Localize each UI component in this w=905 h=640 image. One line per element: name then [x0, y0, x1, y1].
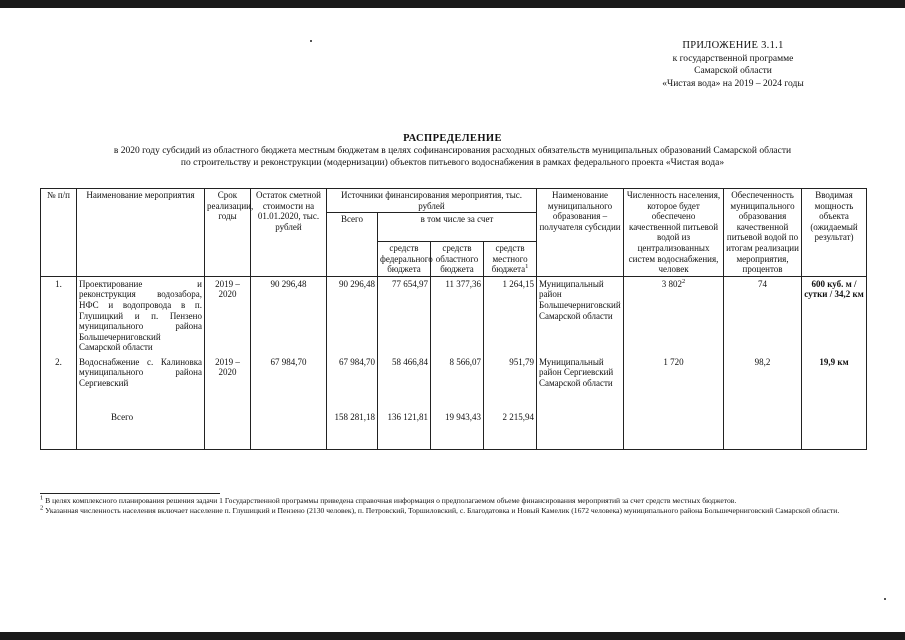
cell-federal: 58 466,84	[378, 356, 431, 404]
distribution-table	[40, 188, 867, 450]
footnote-ref: 1	[525, 263, 529, 271]
footnote-ref: 2	[682, 277, 686, 285]
footnote-text: Указанная численность населения включает население п. Глушицкий и Пензено (2130 человек), п. Петровский, Торшиловский, с. Благодатовка и Новый Камелик (1672 человека) муниципального района Большечерниговский Самарской области.	[45, 505, 840, 515]
cell-capacity: 19,9 км	[802, 356, 867, 404]
cell-empty	[624, 404, 724, 450]
header-total: Всего	[327, 213, 378, 277]
header-local	[484, 241, 537, 276]
totals-total: 158 281,18	[327, 404, 378, 450]
footnote-mark: 1	[40, 494, 44, 502]
totals-local: 2 215,94	[484, 404, 537, 450]
totals-label: Всего	[77, 404, 205, 450]
footnotes	[40, 493, 870, 515]
footnote	[40, 506, 870, 516]
cell-regional: 11 377,36	[431, 276, 484, 356]
cell-num: 2.	[41, 356, 77, 404]
cell-name: Водоснабжение с. Калиновка муниципального района Сергиевский	[77, 356, 205, 404]
header-remainder: Остаток сметной стоимости на 01.01.2020, тыс. рублей	[251, 189, 327, 277]
header-regional: средств областного бюджета	[431, 241, 484, 276]
scan-bottom-edge	[0, 632, 905, 640]
footnote-separator	[40, 493, 220, 494]
header-incl: в том числе за счет	[378, 213, 537, 242]
cell-recipient: Муниципальный район Сергиевский Самарской области	[537, 356, 624, 404]
header-capacity: Вводимая мощность объекта (ожидаемый результат)	[802, 189, 867, 277]
cell-local: 1 264,15	[484, 276, 537, 356]
cell-remainder: 90 296,48	[251, 276, 327, 356]
scan-top-edge	[0, 0, 905, 8]
totals-regional: 19 943,43	[431, 404, 484, 450]
cell-num: 1.	[41, 276, 77, 356]
cell-remainder: 67 984,70	[251, 356, 327, 404]
appendix-line: «Чистая вода» на 2019 – 2024 годы	[662, 78, 804, 89]
cell-empty	[205, 404, 251, 450]
cell-empty	[537, 404, 624, 450]
footnote-mark: 2	[40, 504, 44, 512]
cell-population	[624, 356, 724, 404]
document-subtitle: в 2020 году субсидий из областного бюджета местным бюджетам в целях софинансирования расходных обязательств муниципальных образований Самарской области	[113, 146, 792, 156]
table-row	[41, 356, 867, 404]
cell-term: 2019 – 2020	[205, 356, 251, 404]
cell-population	[624, 276, 724, 356]
footnote	[40, 496, 870, 506]
cell-capacity: 600 куб. м / сутки / 34,2 км	[802, 276, 867, 356]
appendix-number: ПРИЛОЖЕНИЕ 3.1.1	[682, 40, 784, 51]
appendix-line: к государственной программе	[672, 53, 794, 64]
cell-empty	[802, 404, 867, 450]
header-sources: Источники финансирования мероприятия, тыс. рублей	[327, 189, 537, 213]
table-row	[41, 276, 867, 356]
cell-empty	[251, 404, 327, 450]
cell-total: 67 984,70	[327, 356, 378, 404]
appendix-header	[603, 40, 863, 90]
totals-federal: 136 121,81	[378, 404, 431, 450]
cell-empty	[724, 404, 802, 450]
header-local-label: средств местного бюджета	[491, 242, 528, 275]
scan-speck	[884, 598, 886, 600]
cell-term: 2019 – 2020	[205, 276, 251, 356]
population-value: 1 720	[663, 356, 684, 367]
document-heading	[40, 133, 865, 169]
totals-row	[41, 404, 867, 450]
cell-total: 90 296,48	[327, 276, 378, 356]
population-value: 3 802	[661, 278, 683, 289]
header-provision: Обеспеченность муниципального образования качественной питьевой водой по итогам реализации мероприятия, процентов	[724, 189, 802, 277]
header-recipient: Наименование муниципального образования – получателя субсидии	[537, 189, 624, 277]
cell-provision: 98,2	[724, 356, 802, 404]
cell-empty	[41, 404, 77, 450]
header-num: № п/п	[41, 189, 77, 277]
cell-local: 951,79	[484, 356, 537, 404]
cell-provision: 74	[724, 276, 802, 356]
appendix-line: Самарской области	[694, 66, 772, 76]
cell-name: Проектирование и реконструкция водозабора, НФС и водопровода в п. Глушицкий и п. Пензено муниципального района Большечерниговский Самарской области	[77, 276, 205, 356]
footnote-text: В целях комплексного планирования решения задачи 1 Государственной программы приведена справочная информация о предполагаемом объеме финансирования мероприятий за счет средств местных бюджетов.	[45, 496, 737, 505]
header-federal: средств федерального бюджета	[378, 241, 431, 276]
document-subtitle: по строительству и реконструкции (модернизации) объектов питьевого водоснабжения в рамках федерального проекта «Чистая вода»	[180, 158, 725, 168]
scan-speck	[310, 40, 312, 42]
cell-recipient: Муниципальный район Большечерниговский Самарской области	[537, 276, 624, 356]
cell-federal: 77 654,97	[378, 276, 431, 356]
document-title: РАСПРЕДЕЛЕНИЕ	[403, 133, 502, 144]
header-term: Срок реализации, годы	[205, 189, 251, 277]
cell-regional: 8 566,07	[431, 356, 484, 404]
header-population: Численность населения, которое будет обеспечено качественной питьевой водой из централизованных систем водоснабжения, человек	[624, 189, 724, 277]
header-name: Наименование мероприятия	[77, 189, 205, 277]
